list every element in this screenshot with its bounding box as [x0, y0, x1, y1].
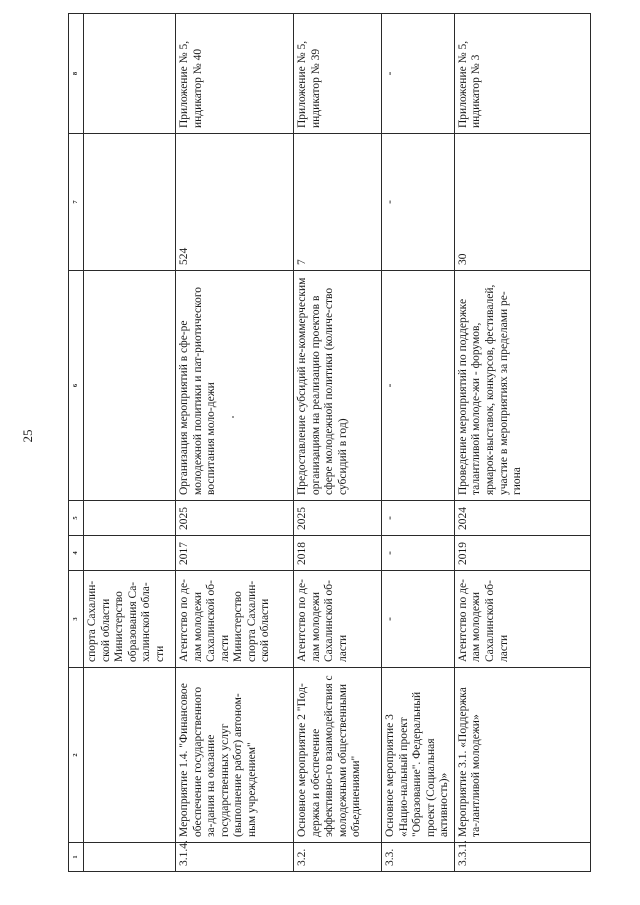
cell-end-year: 2024 [454, 501, 590, 536]
cell-name: Мероприятие 3.1. «Поддержка та-лантливой молодежи» [454, 668, 590, 843]
header-cell: 5 [69, 501, 84, 536]
cell-note: Приложение № 5, индикатор № 3 [454, 14, 590, 134]
cell-number: 3.1.4. [176, 843, 294, 872]
table-row [294, 14, 382, 872]
cell-note [84, 14, 176, 134]
cell-end-year: - [382, 501, 455, 536]
cell-content: - [382, 271, 455, 501]
cell-value: 30 [454, 134, 590, 271]
cell-executor: Агентство по де-лам молодежи Сахалинской об-ласти [294, 571, 382, 668]
cell-number [84, 843, 176, 872]
cell-note: Приложение № 5, индикатор № 39 [294, 14, 382, 134]
table-row [382, 14, 455, 872]
header-row [69, 14, 84, 872]
cell-executor: спорта Сахалин-ской области Министерство образования Са-халинской обла-сти [84, 571, 176, 668]
cell-start-year: 2019 [454, 536, 590, 571]
cell-name [84, 668, 176, 843]
header-cell: 2 [69, 668, 84, 843]
header-cell: 8 [69, 14, 84, 134]
cell-name: Основное мероприятие 2 "Под-держка и обеспечение эффективно-го взаимодействия с молодежными общественными объединениями" [294, 668, 382, 843]
header-cell: 4 [69, 536, 84, 571]
page-number: 25 [19, 429, 35, 443]
cell-number: 3.2. [294, 843, 382, 872]
cell-content: Проведение мероприятий по поддержке талантливой молоде-жи - форумов, ярмарок-выставок, конкурсов, фестивалей, участие в мероприятиях за пределами ре-гиона [454, 271, 590, 501]
cell-end-year: 2025 [176, 501, 294, 536]
cell-content: Предоставление субсидий не-коммерческим организациям на реализацию проектов в сфере молодежной политики (количе-ство субсидий в год) [294, 271, 382, 501]
cell-value: 7 [294, 134, 382, 271]
measures-table [68, 13, 591, 872]
table-body [69, 14, 591, 872]
cell-start-year [84, 536, 176, 571]
header-cell: 7 [69, 134, 84, 271]
cell-value: - [382, 134, 455, 271]
cell-executor: - [382, 571, 455, 668]
cell-number: 3.3. [382, 843, 455, 872]
cell-start-year: - [382, 536, 455, 571]
cell-note: Приложение № 5, индикатор № 40 [176, 14, 294, 134]
header-cell: 3 [69, 571, 84, 668]
cell-content: Организация мероприятий в сфе-ре молодежной политики и пат-риотического воспитания моло-дежи [176, 271, 294, 501]
cell-note: - [382, 14, 455, 134]
rotated-table-wrapper [68, 14, 588, 872]
cell-start-year: 2018 [294, 536, 382, 571]
cell-executor: Агентство по де-лам молодежи Сахалинской об-ласти Министерство спорта Сахалин-ской области [176, 571, 294, 668]
cell-content [84, 271, 176, 501]
cell-end-year [84, 501, 176, 536]
table-row [176, 14, 294, 872]
cell-value [84, 134, 176, 271]
cell-name: Основное мероприятие 3 «Нацио-нальный проект "Образование". Федеральный проект (Социальная активность)» [382, 668, 455, 843]
table-row [84, 14, 176, 872]
cell-number: 3.3.1. [454, 843, 590, 872]
header-cell: 1 [69, 843, 84, 872]
table-row [454, 14, 590, 872]
header-cell: 6 [69, 271, 84, 501]
cell-start-year: 2017 [176, 536, 294, 571]
cell-value: 524 [176, 134, 294, 271]
cell-name: Мероприятие 1.4. "Финансовое обеспечение государственного за-дания на оказание государственных услуг (выполнение работ) автоном-ным учреждением" [176, 668, 294, 843]
cell-executor: Агентство по де-лам молодежи Сахалинской об-ласти [454, 571, 590, 668]
cell-end-year: 2025 [294, 501, 382, 536]
